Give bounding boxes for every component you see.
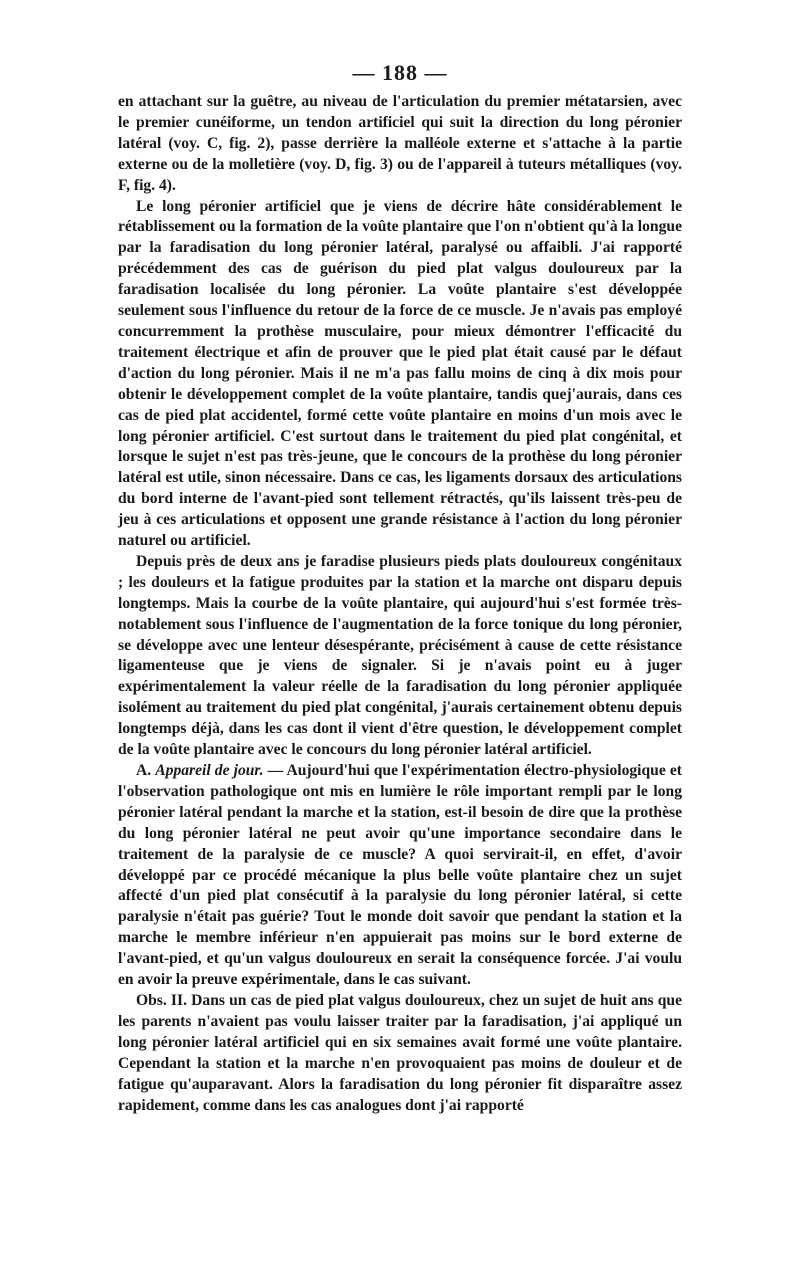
section-heading: Appareil de jour. [155, 762, 264, 779]
paragraph-appareil-de-jour [118, 761, 682, 991]
section-text: — Aujourd'hui que l'expérimentation électro-physiologique et l'observation pathologique ont mis en lumière le rôle important rempli par le long péronier latéral pendant la marche et la station, est-il besoin de dire que la prothèse du long péronier latéral ne peut avoir qu'une importance secondaire dans le traitement de la paralysie de ce muscle? A quoi servirait-il, en effet, d'avoir développé par ce procédé mécanique la plus belle voûte plantaire chez un sujet affecté d'un pied plat consécutif à la paralysie du long péronier latéral, si cette paralysie n'était pas guérie? Tout le monde doit savoir que pendant la station et la marche le membre inférieur n'en appuierait pas moins sur le bord externe de l'avant-pied, et qu'un valgus douloureux en serait la conséquence forcée. J'ai voulu en avoir la preuve expérimentale, dans le cas suivant. [118, 762, 682, 989]
observation-text: Dans un cas de pied plat valgus douloureux, chez un sujet de huit ans que les parents n'avaient pas voulu laisser traiter par la faradisation, j'ai appliqué un long péronier latéral artificiel qui en six semaines avait formé une voûte plantaire. Cependant la station et la marche n'en provoquaient pas moins de douleur et de fatigue qu'auparavant. Alors la faradisation du long péronier fit disparaître assez rapidement, comme dans les cas analogues dont j'ai rapporté [118, 991, 683, 1114]
paragraph-pieds-plats-congenitaux: Depuis près de deux ans je faradise plusieurs pieds plats douloureux congénitaux ; les douleurs et la fatigue produites par la station et la marche ont disparu depuis longtemps. Mais la courbe de la voûte plantaire, qui aujourd'hui s'est formée très-notablement sous l'influence de l'augmentation de la force tonique du long péronier, se développe avec une lenteur désespérante, précisément à cause de cette résistance ligamenteuse que je viens de signaler. Si je n'avais point eu à juger expérimentalement la valeur réelle de la faradisation du long péronier appliquée isolément au traitement du pied plat congénital, j'aurais certainement obtenu depuis longtemps déjà, dans les cas dont il vient d'être question, le développement complet de la voûte plantaire avec le concours du long péronier latéral artificiel. [118, 552, 682, 759]
paragraph-peronier-artificiel: Le long péronier artificiel que je viens de décrire hâte considérablement le rétablissement ou la formation de la voûte plantaire que l'on n'obtient qu'à la longue par la faradisation du long péronier latéral, paralysé ou affaibli. J'ai rapporté précédemment des cas de guérison du pied plat valgus douloureux par la faradisation localisée du long péronier. La voûte plantaire s'est développée seulement sous l'influence du retour de la force de ce muscle. Je n'avais pas employé concurremment la prothèse musculaire, pour mieux démontrer l'efficacité du traitement électrique et afin de prouver que le pied plat était causé par le défaut d'action du long péronier. Mais il ne m'a pas fallu moins de cinq à dix mois pour obtenir le développement complet de la voûte plantaire, tandis quej'aurais, dans ces cas de pied plat accidentel, formé cette voûte plantaire en moins d'un mois avec le long péronier artificiel. C'est surtout dans le traitement du pied plat congénital, et lorsque le sujet n'est pas très-jeune, que le concours de la prothèse du long péronier latéral est utile, sinon nécessaire. Dans ce cas, les ligaments dorsaux des articulations du bord interne de l'avant-pied sont tellement rétractés, qu'ils laissent très-peu de jeu à ces articulations et opposent une grande résistance à l'action du long péronier naturel ou artificiel. [118, 197, 682, 550]
paragraph-observation [118, 991, 682, 1116]
body-text [118, 92, 682, 1116]
page-number: — 188 — [352, 60, 448, 85]
paragraph-continuation: en attachant sur la guêtre, au niveau de l'articulation du premier métatarsien, avec le premier cunéiforme, un tendon artificiel qui suit la direction du long péronier latéral (voy. C, fig. 2), passe derrière la malléole externe et s'attache à la partie externe ou de la molletière (voy. D, fig. 3) ou de l'appareil à tuteurs métalliques (voy. F, fig. 4). [118, 93, 682, 194]
observation-label: Obs. II. [136, 991, 187, 1009]
section-label: A. [136, 762, 152, 779]
